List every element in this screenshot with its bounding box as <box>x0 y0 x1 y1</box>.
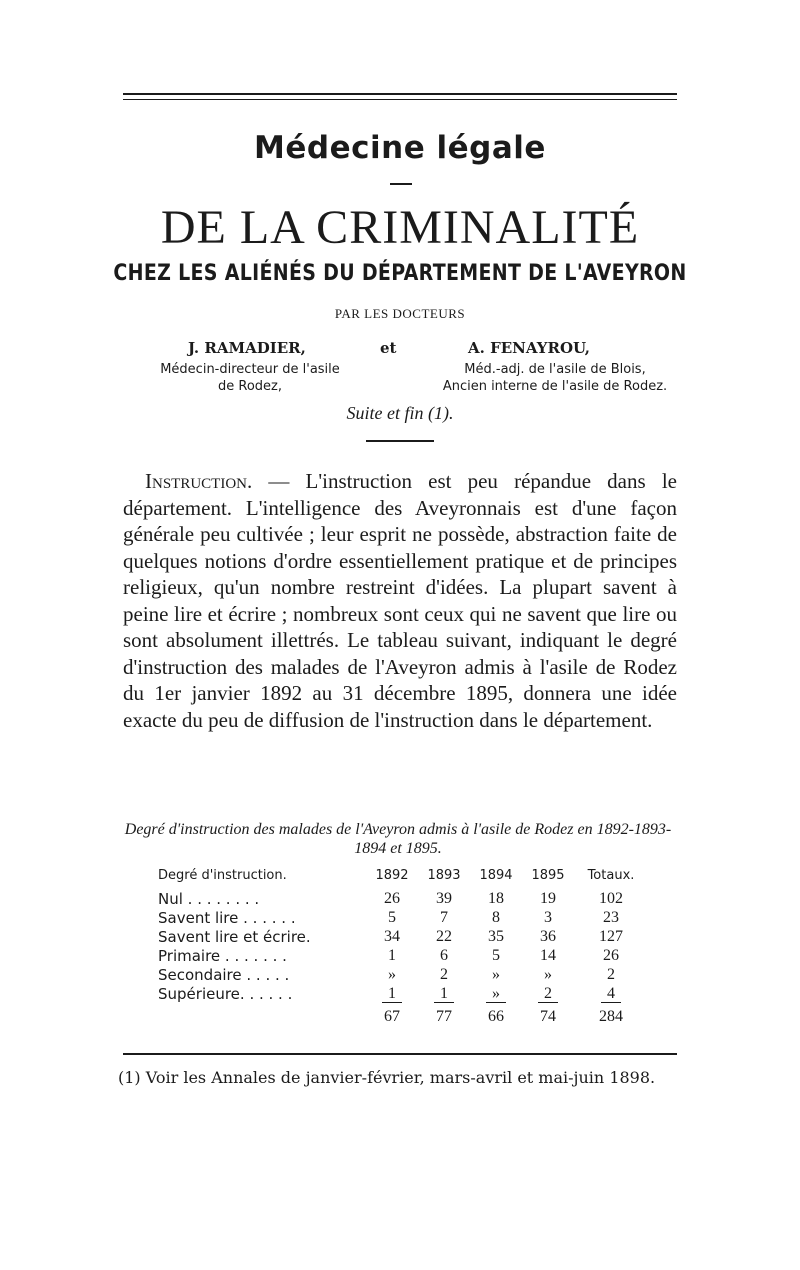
section-heading: Médecine légale <box>254 130 546 166</box>
table-row <box>158 889 648 908</box>
author-1-name: J. RAMADIER, <box>188 339 306 357</box>
table-row <box>158 965 648 984</box>
table-row <box>158 984 648 1003</box>
cell-1895 <box>522 984 574 1003</box>
section-underline <box>390 183 412 185</box>
cell-1892 <box>366 984 418 1003</box>
cell-1893: 39 <box>436 889 452 907</box>
row-label: Savent lire et écrire. <box>158 927 311 946</box>
cell-1892: 34 <box>384 927 400 945</box>
cell-1894: 18 <box>488 889 504 907</box>
row-label: Nul . . . . . . . . <box>158 889 260 908</box>
row-label: Supérieure. . . . . . <box>158 984 293 1003</box>
cell-1894: 5 <box>492 946 500 964</box>
divider-short <box>366 440 434 442</box>
row-label: Secondaire . . . . . <box>158 965 290 984</box>
table-row <box>158 908 648 927</box>
article-subtitle: CHEZ LES ALIÉNÉS DU DÉPARTEMENT DE L'AVEYRON <box>113 260 687 286</box>
cell-total: 23 <box>603 908 619 926</box>
cell-1892: » <box>388 965 396 983</box>
cell-total <box>574 984 648 1003</box>
cell-1893: 2 <box>440 965 448 983</box>
table-row <box>158 946 648 965</box>
author-2-name: A. FENAYROU, <box>468 339 590 357</box>
total-1892: 67 <box>384 1007 400 1025</box>
paragraph-lead: Instruction. <box>145 469 253 493</box>
row-label: Primaire . . . . . . . <box>158 946 287 965</box>
cell-total-value: 4 <box>601 985 621 1003</box>
totals-label-empty <box>158 1003 366 1026</box>
table-row <box>158 927 648 946</box>
header-rule-thin <box>123 99 677 100</box>
cell-1894: » <box>492 965 500 983</box>
header-rule-thick <box>123 93 677 95</box>
cell-1893: 6 <box>440 946 448 964</box>
author-2-affiliation-line-2: Ancien interne de l'asile de Rodez. <box>442 379 668 394</box>
article-title: DE LA CRIMINALITÉ <box>160 201 640 254</box>
author-1-affiliation <box>160 361 340 395</box>
cell-1895: 3 <box>544 908 552 926</box>
cell-total: 2 <box>607 965 615 983</box>
cell-1895: 36 <box>540 927 556 945</box>
continuation-note: Suite et fin (1). <box>346 403 454 423</box>
total-1894: 66 <box>488 1007 504 1025</box>
instruction-table <box>158 868 648 1026</box>
cell-1892: 5 <box>388 908 396 926</box>
cell-1894: 35 <box>488 927 504 945</box>
header-1894: 1894 <box>479 868 513 883</box>
table-totals-row <box>158 1003 648 1026</box>
author-2-affiliation <box>435 361 675 395</box>
cell-1894: 8 <box>492 908 500 926</box>
total-1893: 77 <box>436 1007 452 1025</box>
author-1-affiliation-line-1: Médecin-directeur de l'asile <box>160 362 340 377</box>
cell-1893-value: 1 <box>434 985 454 1003</box>
cell-1892-value: 1 <box>382 985 402 1003</box>
total-grand: 284 <box>599 1007 623 1025</box>
byline: PAR LES DOCTEURS <box>334 306 466 321</box>
cell-1892: 1 <box>388 946 396 964</box>
footnote: (1) Voir les Annales de janvier-février, mars-avril et mai-juin 1898. <box>118 1068 656 1087</box>
author-2-affiliation-line-1: Méd.-adj. de l'asile de Blois, <box>464 362 646 377</box>
cell-1894-value: » <box>486 985 506 1003</box>
table-header-row <box>158 868 648 889</box>
cell-1895-value: 2 <box>538 985 558 1003</box>
total-1895: 74 <box>540 1007 556 1025</box>
header-1895: 1895 <box>531 868 565 883</box>
header-1892: 1892 <box>375 868 409 883</box>
cell-1894 <box>470 984 522 1003</box>
body-paragraph <box>123 468 677 733</box>
header-degree: Degré d'instruction. <box>158 868 287 883</box>
author-conjunction: et <box>380 339 397 357</box>
cell-total: 102 <box>599 889 623 907</box>
footnote-rule <box>123 1053 677 1055</box>
header-totals: Totaux. <box>587 868 635 883</box>
cell-1893: 7 <box>440 908 448 926</box>
cell-1895: » <box>544 965 552 983</box>
author-1-affiliation-line-2: de Rodez, <box>218 379 282 394</box>
cell-total: 127 <box>599 927 623 945</box>
cell-1895: 19 <box>540 889 556 907</box>
cell-1893: 22 <box>436 927 452 945</box>
cell-1893 <box>418 984 470 1003</box>
cell-1895: 14 <box>540 946 556 964</box>
paragraph-text: — L'instruction est peu répandue dans le département. L'intelligence des Aveyronnais est d'une façon générale peu cultivée ; leur esprit ne possède, abstraction faite de quelques notions d'ordre essentiellement pratique et de principes religieux, qu'un nombre restreint d'idées. La plupart savent à peine lire et écrire ; nombreux sont ceux qui ne savent que lire ou sont absolument illettrés. Le tableau suivant, indiquant le degré d'instruction des malades de l'Aveyron admis à l'asile de Rodez du 1er janvier 1892 au 31 décembre 1895, donnera une idée exacte du peu de diffusion de l'instruction dans le département. <box>123 469 677 732</box>
header-1893: 1893 <box>427 868 461 883</box>
row-label: Savent lire . . . . . . <box>158 908 296 927</box>
table-caption: Degré d'instruction des malades de l'Aveyron admis à l'asile de Rodez en 1892-1893-1894 et 1895. <box>124 821 672 857</box>
cell-1892: 26 <box>384 889 400 907</box>
cell-total: 26 <box>603 946 619 964</box>
